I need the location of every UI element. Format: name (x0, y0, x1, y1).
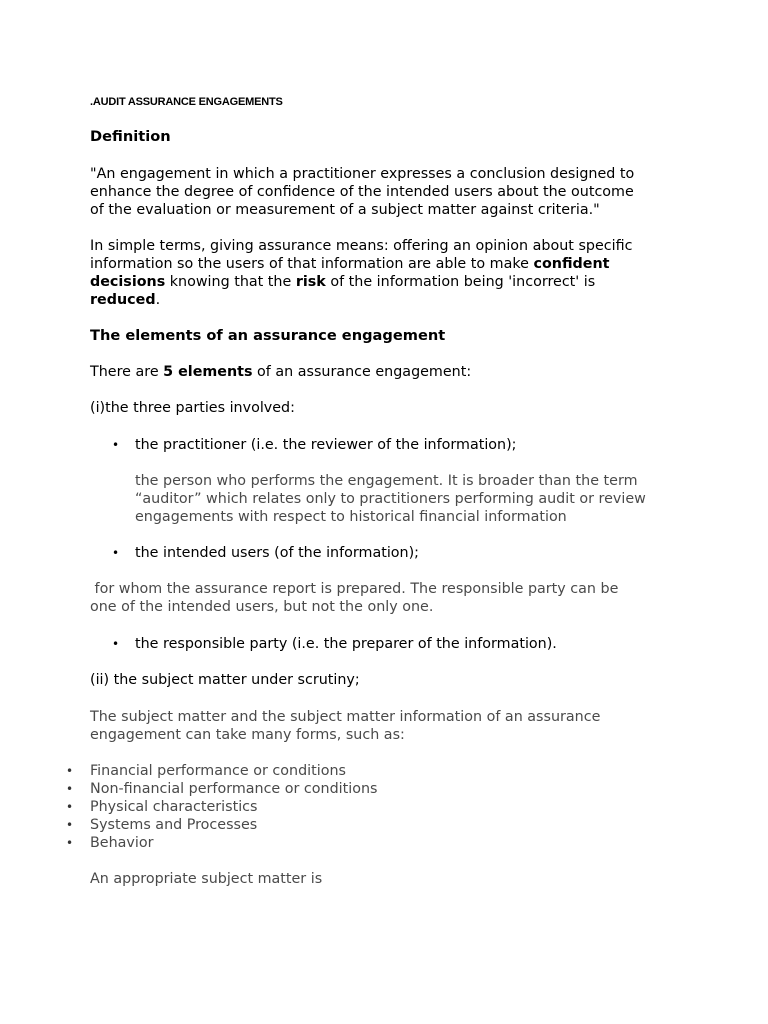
list-item-text: Behavior (90, 835, 154, 851)
bullet-icon: • (66, 764, 74, 778)
bullet-icon: • (66, 782, 74, 796)
bullet-practitioner (112, 436, 517, 454)
bold-text-reduced: reduced (90, 292, 156, 308)
text-run: information so the users of that information are able to make (90, 256, 534, 272)
subject-matter-paragraph (90, 671, 690, 689)
practitioner-desc-line: the person who performs the engagement. It is broader than the term (135, 473, 638, 489)
definition-paragraph (90, 165, 690, 219)
practitioner-description (135, 472, 695, 526)
three-parties-line: (i)the three parties involved: (90, 400, 295, 416)
bold-text-risk: risk (295, 274, 326, 290)
list-item (66, 780, 378, 798)
subject-matter-line: (ii) the subject matter under scrutiny; (90, 672, 360, 688)
practitioner-desc-line: engagements with respect to historical financial information (135, 509, 567, 525)
five-elements-line (90, 363, 690, 381)
subject-desc-line: engagement can take many forms, such as: (90, 727, 405, 743)
bullet-icon: • (112, 637, 120, 651)
bullet-icon: • (112, 438, 120, 452)
users-desc-line: for whom the assurance report is prepared. The responsible party can be (90, 581, 619, 597)
practitioner-desc-line: “auditor” which relates only to practitioners performing audit or review (135, 491, 646, 507)
users-description (90, 580, 690, 616)
text-run: knowing that the (165, 274, 296, 290)
text-run: . (155, 292, 161, 308)
bullet-responsible-party (112, 635, 557, 653)
bold-text-confident: confident (533, 256, 610, 272)
bullet-intended-users-text: the intended users (of the information); (135, 545, 419, 561)
subject-description (90, 708, 690, 744)
list-item (66, 834, 378, 852)
simple-terms-line: In simple terms, giving assurance means: offering an opinion about specific (90, 238, 633, 254)
bullet-icon: • (66, 836, 74, 850)
bullet-icon: • (66, 800, 74, 814)
list-item (66, 798, 378, 816)
text-run: of the information being 'incorrect' is (325, 274, 596, 290)
definition-heading: Definition (90, 128, 171, 145)
definition-line: "An engagement in which a practitioner expresses a conclusion designed to (90, 166, 635, 182)
bullet-practitioner-text: the practitioner (i.e. the reviewer of the information); (135, 437, 517, 453)
appropriate-line: An appropriate subject matter is (90, 871, 323, 887)
list-item (66, 762, 378, 780)
definition-line: of the evaluation or measurement of a subject matter against criteria." (90, 202, 600, 218)
text-run: There are (90, 364, 164, 380)
list-item-text: Physical characteristics (90, 799, 258, 815)
list-item-text: Non-financial performance or conditions (90, 781, 378, 797)
bullet-icon: • (66, 818, 74, 832)
list-item-text: Systems and Processes (90, 817, 258, 833)
five-elements-paragraph (90, 363, 690, 381)
bold-text-decisions: decisions (90, 274, 166, 290)
bullet-responsible-party-text: the responsible party (i.e. the preparer of the information). (135, 636, 557, 652)
three-parties-paragraph (90, 399, 690, 417)
simple-terms-line (90, 291, 690, 309)
document-title: .AUDIT ASSURANCE ENGAGEMENTS (90, 96, 283, 108)
bullet-intended-users (112, 544, 419, 562)
simple-terms-line (90, 255, 690, 273)
elements-heading: The elements of an assurance engagement (90, 327, 446, 344)
bold-text-5-elements: 5 elements (163, 364, 253, 380)
definition-line: enhance the degree of confidence of the intended users about the outcome (90, 184, 634, 200)
subject-desc-line: The subject matter and the subject matter information of an assurance (90, 709, 601, 725)
bullet-icon: • (112, 546, 120, 560)
simple-terms-line (90, 273, 690, 291)
appropriate-paragraph (90, 870, 690, 888)
text-run: of an assurance engagement: (252, 364, 472, 380)
forms-list (66, 762, 378, 852)
users-desc-line: one of the intended users, but not the only one. (90, 599, 434, 615)
simple-terms-paragraph (90, 237, 690, 309)
list-item (66, 816, 378, 834)
list-item-text: Financial performance or conditions (90, 763, 346, 779)
